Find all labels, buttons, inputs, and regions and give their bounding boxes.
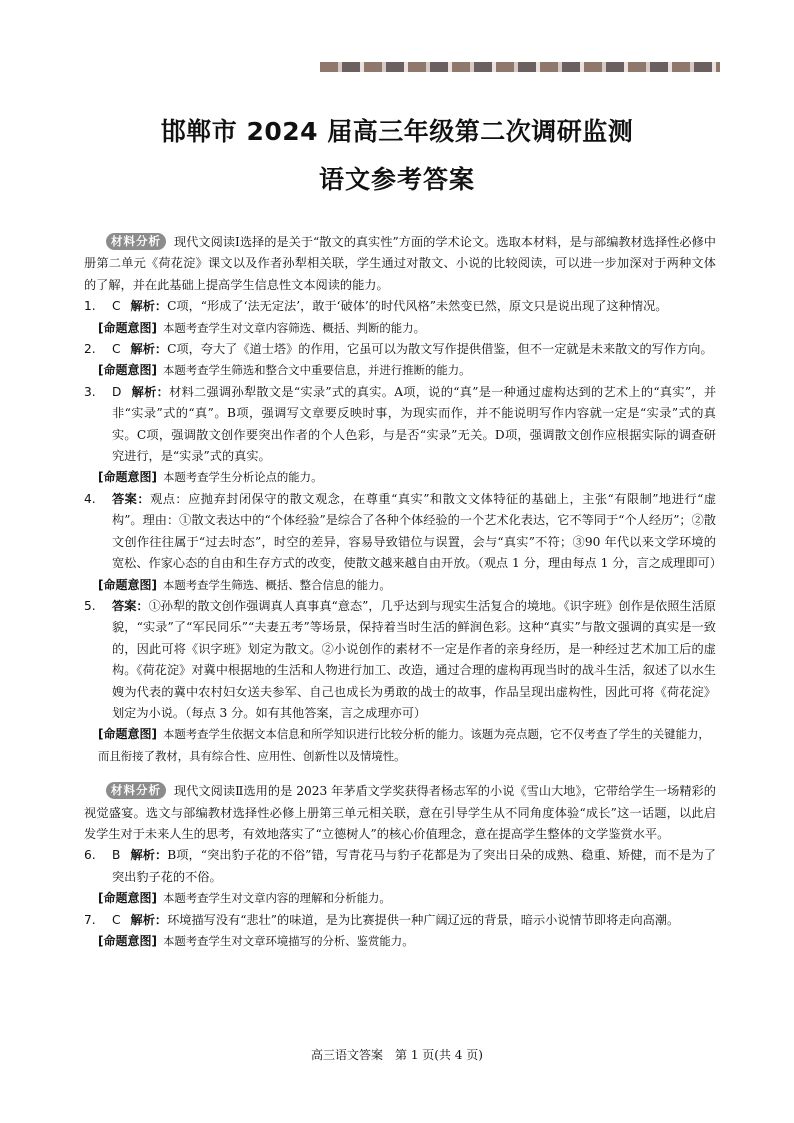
question-number: 2. [84,342,96,357]
question-3 [84,382,716,468]
section1-intro-text: 现代文阅读Ⅰ选择的是关于“散文的真实性”方面的学术论文。选取本材料，是与部编教材选择性必修中册第二单元《荷花淀》课文以及作者孙犁相关联，学生通过对散文、小说的比较阅读，可以进一步加深对于两种文体的了解，并在此基础上提高学生信息性文本阅读的能力。 [84,235,716,292]
question-4 [84,489,722,575]
intent-tag: [命题意图] [98,891,157,906]
question-7-intent [84,931,716,952]
header-decoration-bar [320,62,720,72]
analysis-text: C项，夸大了《道士塔》的作用，它虽可以为散文写作提供借鉴，但不一定就是未来散文的写作方向。 [167,342,713,357]
answer-label: 答案： [112,598,149,613]
question-number: 5. [84,598,96,613]
question-number: 7. [84,912,96,927]
analysis-label: 解析： [130,299,168,314]
section-gap [84,767,716,781]
answer-label: 答案： [112,491,151,506]
intent-tag: [命题意图] [98,577,157,592]
intent-text: 本题考查学生依据文本信息和所学知识进行比较分析的能力。该题为亮点题，它不仅考查了学生的关键能力，而且衔接了教材，具有综合性、应用性、创新性以及情境性。 [98,727,710,763]
question-number: 6. [84,848,96,863]
answer-choice: C [112,342,121,357]
section2-intro-text: 现代文阅读Ⅱ选用的是 2023 年茅盾文学奖获得者杨志军的小说《雪山大地》，它带给学生一场精彩的视觉盛宴。选文与部编教材选择性必修上册第三单元相关联，意在引导学生从不同角度体验“成长”这一话题，以此启发学生对于未来人生的思考，有效地落实了“立德树人”的核心价值理念，意在提高学生整体的文学鉴赏水平。 [84,784,716,841]
question-number: 4. [84,491,96,506]
analysis-text: C项，“形成了‘法无定法’，敢于‘破体’的时代风格”未然变已然，原文只是说出现了这种情况。 [167,299,668,314]
page-footer: 高三语文答案 第 1 页(共 4 页) [311,1048,483,1062]
intent-text: 本题考查学生分析论点的能力。 [162,470,323,485]
question-6-intent [84,888,716,909]
analysis-text: B项，“突出豹子花的不俗”错，写青花马与豹子花都是为了突出日朵的成熟、稳重、矫健，而不是为了突出豹子花的不俗。 [112,848,716,884]
intent-tag: [命题意图] [98,934,157,948]
question-6 [84,845,716,888]
intent-tag: [命题意图] [98,363,157,378]
intent-text: 本题考查学生对文章环境描写的分析、鉴赏能力。 [162,934,414,948]
question-7 [84,910,716,931]
analysis-label: 解析： [130,848,168,863]
question-2-intent [84,360,716,381]
analysis-label: 解析： [131,384,170,399]
answer-choice: D [112,384,122,399]
intent-tag: [命题意图] [98,320,157,335]
section1-intro [84,232,716,296]
question-number: 1. [84,299,96,314]
question-number: 3. [84,384,96,399]
answer-text: ①孙犁的散文创作强调真人真事真“意态”，几乎达到与现实生活复合的境地。《识字班》创作是依照生活原貌，“实录”了“军民同乐”“夫妻五考”等场景，保持着当时生活的鲜润色彩。这种“真实”与散文强调的真实是一致的，因此可将《识字班》划定为散文。②小说创作的素材不一定是作者的亲身经历，是一种经过艺术加工后的虚构。《荷花淀》对冀中根据地的生活和人物进行加工、改造，通过合理的虚构再现当时的战斗生活，叙述了以水生嫂为代表的冀中农村妇女送夫参军、自己也成长为勇敢的战士的故事，作品呈现出虚构性，因此可将《荷花淀》划定为小说。（每点 3 分。如有其他答案，言之成理亦可） [112,598,716,720]
answer-choice: B [112,848,121,863]
answer-choice: C [112,299,121,314]
answer-content [84,232,722,952]
question-1 [84,296,716,317]
question-5-intent [84,724,716,767]
analysis-text: 环境描写没有“悲壮”的味道，是为比赛提供一种广阔辽远的背景，暗示小说情节即将走向高潮。 [167,912,680,927]
answer-choice: C [112,912,121,927]
analysis-text: 材料二强调孙犁散文是“实录”式的真实。A项，说的“真”是一种通过虚构达到的艺术上的“真实”，并非“实录”式的“真”。B项，强调写文章要反映时事，为现实而作，并不能说明写作内容就一定是“实录”式的真实。C项，强调散文创作要突出作者的个人色彩，与是否“实录”无关。D项，强调散文创作应根据实际的调查研究进行，是“实录”式的真实。 [112,384,717,464]
page-subtitle: 语文参考答案 [318,165,475,194]
intent-text: 本题考查学生对文章内容的理解和分析能力。 [162,891,391,906]
question-4-intent [84,575,716,596]
question-1-intent [84,318,716,339]
intent-tag: [命题意图] [98,727,157,742]
question-5 [84,596,716,724]
intent-text: 本题考查学生筛选、概括、整合信息的能力。 [162,577,391,592]
intent-text: 本题考查学生筛选和整合文中重要信息，并进行推断的能力。 [162,363,471,378]
intent-text: 本题考查学生对文章内容筛选、概括、判断的能力。 [162,320,425,335]
section2-intro [84,781,716,845]
question-3-intent [84,467,716,488]
material-analysis-badge: 材料分析 [106,782,166,799]
intent-tag: [命题意图] [98,470,157,485]
material-analysis-badge: 材料分析 [106,233,166,250]
question-2 [84,339,716,360]
analysis-label: 解析： [130,342,168,357]
answer-text: 观点：应抛弃封闭保守的散文观念，在尊重“真实”和散文文体特征的基础上，主张“有限制”地进行“虚构”。理由：①散文表达中的“个体经验”是综合了各种个体经验的一个艺术化表达，它不等同于“个人经历”；②散文创作往往属于“过去时态”，时空的差异，容易导致错位与误置，会与“真实”不符；③90 年代以来文学环境的宽松、作家心态的自由和生存方式的改变，使散文越来越自由开放。（观点 1 分，理由每点 1 分，言之成理即可） [112,491,722,571]
analysis-label: 解析： [130,912,168,927]
page-title: 邯郸市 2024 届高三年级第二次调研监测 [160,117,634,146]
